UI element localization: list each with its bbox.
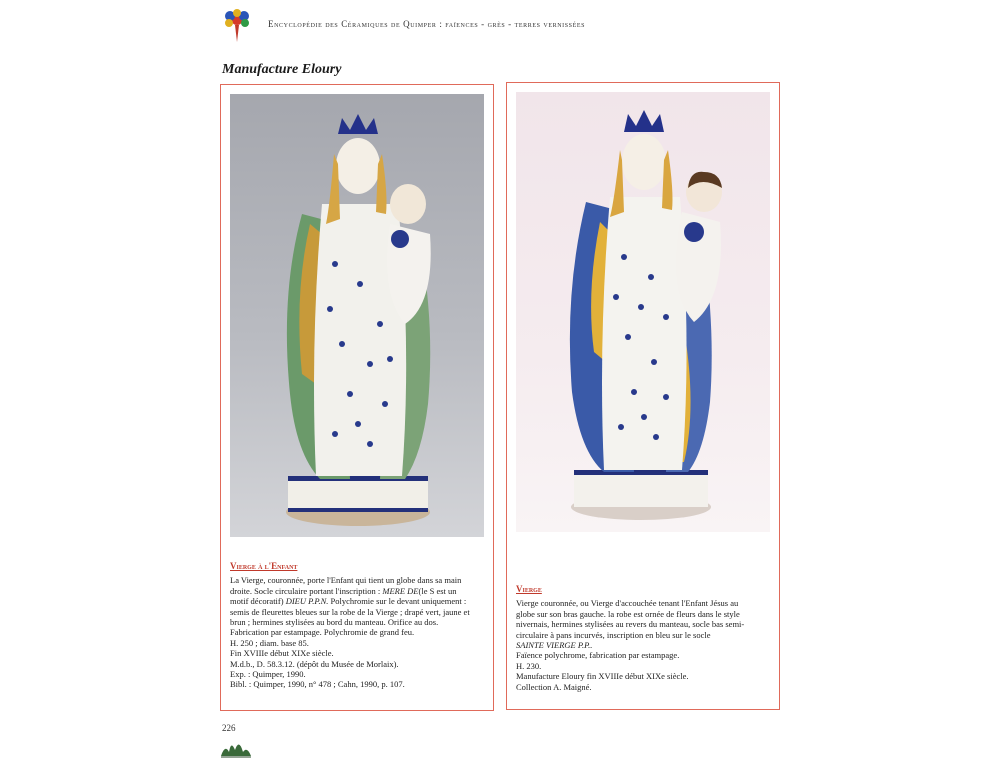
section-title: Manufacture Eloury [222,62,342,77]
caption-line: Bibl. : Quimper, 1990, n° 478 ; Cahn, 1990, p. 107. [230,679,405,690]
caption-line: brun ; hermines stylisées au bord du manteau. Orifice au dos. [230,617,439,628]
caption-line: motif décoratif) DIEU P.P.N. Polychromie sur le devant uniquement : [230,596,467,607]
caption-line: H. 250 ; diam. base 85. [230,637,309,648]
caption-line: Fabrication par estampage. Polychromie de grand feu. [230,627,415,638]
caption-line: SAINTE VIERGE P.P.. [516,640,593,651]
entry-title: Vierge [516,584,542,594]
caption-line: Vierge couronnée, ou Vierge d'accouchée tenant l'Enfant Jésus au [516,598,739,609]
corner-ornament-icon [219,730,253,758]
caption-line: circulaire à pans incurvés, inscription en bleu sur le socle [516,629,711,640]
caption-right [516,584,771,692]
catalog-entry-left [220,84,494,711]
entry-title: Vierge à l'Enfant [230,561,298,571]
caption-left [230,561,485,690]
caption-line: Collection A. Maigné. [516,681,592,692]
caption-line: H. 230. [516,660,542,671]
logo-flower-icon [225,9,249,42]
caption-line: La Vierge, couronnée, porte l'Enfant qui tient un globe dans sa main [230,575,462,586]
caption-line: droite. Socle circulaire portant l'inscription : MERE DE(le S est un [230,585,457,596]
catalog-entry-right [506,82,780,710]
header-title: Encyclopédie des Céramiques de Quimper : faïences - grès - terres vernissées [268,19,586,29]
caption-line: Faïence polychrome, fabrication par estampage. [516,650,680,661]
encyclopedia-logo [221,8,253,44]
caption-line: Manufacture Eloury fin XVIIIe début XIXe siècle. [516,671,689,682]
photo-vierge [516,92,770,532]
caption-line: Exp. : Quimper, 1990. [230,669,306,680]
caption-line: M.d.b., D. 58.3.12. (dépôt du Musée de Morlaix). [230,658,399,669]
page-number: 226 [222,723,236,733]
caption-line: Fin XVIIIe début XIXe siècle. [230,648,334,659]
caption-line: semis de fleurettes bleues sur la robe de la Vierge ; drapé vert, jaune et [230,606,470,617]
caption-line: globe sur son bras gauche. la robe est ornée de fleurs dans le style [516,608,740,619]
caption-line: nivernais, hermines stylisées au revers du manteau, socle bas semi- [516,619,745,630]
photo-vierge-a-l-enfant [230,94,484,537]
